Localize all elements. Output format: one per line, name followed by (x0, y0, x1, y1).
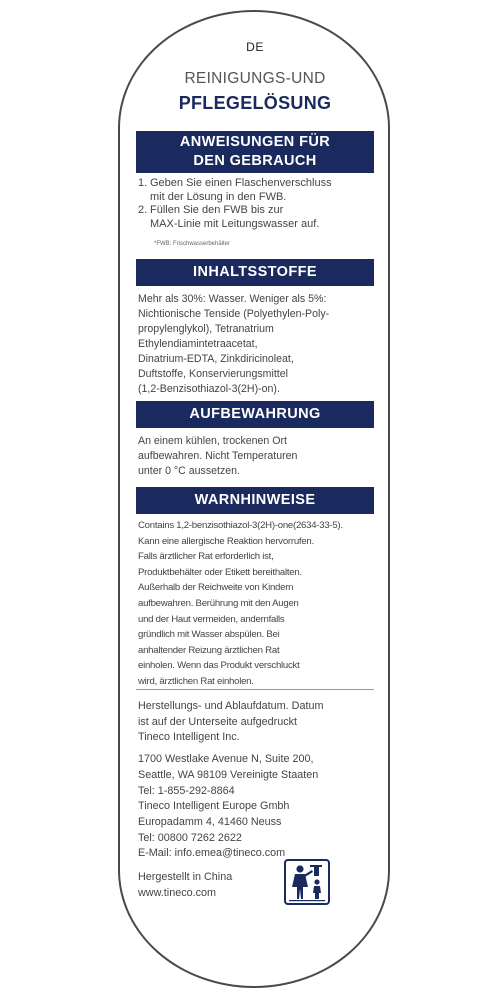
instructions-list (138, 177, 374, 231)
instructions-heading (136, 131, 374, 173)
manufacturer-info: Herstellungs- und Ablaufdatum. Datum ist auf der Unterseite aufgedruckt Tineco Intelligent Inc. 1700 Westlake Avenue N, Suite 200, Seattle, WA 98109 Vereinigte Staaten Tel: 1-855-292-8864 Tineco Intelligent Europe Gmbh Europadamm 4, 41460 Neuss Tel: 00800 7262 2622 E-Mail: info.emea@tineco.com (138, 700, 324, 860)
language-code: DE (246, 40, 264, 54)
label-content (136, 0, 374, 1000)
storage-text: An einem kühlen, trockenen Ort aufbewahren. Nicht Temperaturen unter 0 °C aussetzen. (138, 435, 298, 477)
website-link: www.tineco.com (138, 886, 217, 899)
ingredients-text: Mehr als 30%: Wasser. Weniger als 5%: Nichtionische Tenside (Polyethylen-Poly- propylenglykol), Tetranatrium Ethylendiamintetraacetat, Dinatrium-EDTA, Zinkdiricinoleat, Duftstoffe, Konservierungsmittel (1,2-Benzisothiazol-3(2H)-on). (138, 293, 330, 395)
section-divider (136, 689, 374, 690)
instruction-step: 1. Geben Sie einen Flaschenverschluss mit der Lösung in den FWB. (138, 177, 332, 203)
instruction-step: 2. Füllen Sie den FWB bis zur MAX-Linie mit Leitungswasser auf. (138, 204, 320, 230)
instructions-footnote: *FWB: Frischwasserbehälter (154, 241, 231, 247)
instructions-heading-line2: DEN GEBRAUCH (193, 153, 317, 169)
product-title-line1: REINIGUNGS-UND (184, 70, 326, 87)
ingredients-heading: INHALTSSTOFFE (136, 259, 374, 286)
warnings-heading: WARNHINWEISE (136, 487, 374, 514)
keep-away-from-children-icon (284, 859, 330, 905)
made-in-text: Hergestellt in China (138, 871, 233, 883)
storage-heading: AUFBEWAHRUNG (136, 401, 374, 428)
warnings-text: Contains 1,2-benzisothiazol-3(2H)-one(2634-33-5). Kann eine allergische Reaktion hervorrufen. Falls ärztlicher Rat erforderlich ist, Produktbehälter oder Etikett bereithalten. Außerhalb der Reichweite von Kindern aufbewahren. Berührung mit den Augen und der Haut vermeiden, andernfalls gründlich mit Wasser abspülen. Bei anhaltender Reizung ärztlichen Rat einholen. Wenn das Produkt verschluckt wird, ärztlichen Rat einholen. (138, 520, 343, 687)
origin-info (138, 870, 374, 901)
instructions-heading-line1: ANWEISUNGEN FÜR (179, 134, 331, 150)
product-title-line2: PFLEGELÖSUNG (178, 93, 332, 113)
